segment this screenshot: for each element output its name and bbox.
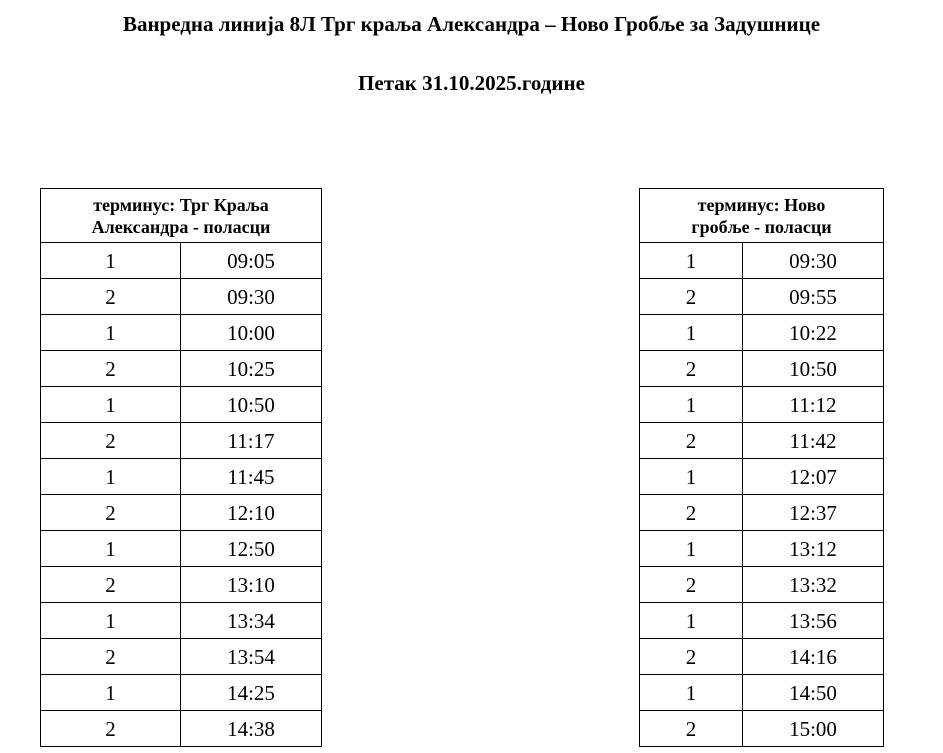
- page-date: Петак 31.10.2025.године: [358, 71, 585, 95]
- vehicle-number-cell: 1: [41, 675, 181, 711]
- departure-time-cell: 14:50: [743, 675, 884, 711]
- departure-time-cell: 13:56: [743, 603, 884, 639]
- vehicle-number-cell: 2: [640, 567, 743, 603]
- page-title: Ванредна линија 8Л Трг краља Александра – Ново Гробље за Задушнице: [122, 12, 821, 36]
- table-row: [41, 711, 322, 747]
- vehicle-number-cell: 2: [640, 639, 743, 675]
- departure-time-cell: 10:00: [181, 315, 322, 351]
- table-row: [41, 279, 322, 315]
- departure-time-cell: 09:05: [181, 243, 322, 279]
- departure-time-cell: 12:10: [181, 495, 322, 531]
- vehicle-number-cell: 1: [41, 531, 181, 567]
- departure-time-cell: 13:32: [743, 567, 884, 603]
- table-header-line: терминус: Ново: [697, 195, 826, 215]
- departure-time-cell: 12:50: [181, 531, 322, 567]
- vehicle-number-cell: 1: [640, 387, 743, 423]
- table-row: [41, 387, 322, 423]
- vehicle-number-cell: 1: [41, 459, 181, 495]
- vehicle-number-cell: 1: [640, 243, 743, 279]
- table-row: [640, 459, 884, 495]
- table-row: [41, 351, 322, 387]
- table-row: [41, 603, 322, 639]
- departure-time-cell: 13:10: [181, 567, 322, 603]
- departure-time-cell: 12:37: [743, 495, 884, 531]
- table-row: [41, 639, 322, 675]
- table-header-line: Александра - поласци: [91, 217, 271, 237]
- departure-time-cell: 14:16: [743, 639, 884, 675]
- table-header: [640, 189, 884, 243]
- departure-time-cell: 13:54: [181, 639, 322, 675]
- table-row: [640, 531, 884, 567]
- vehicle-number-cell: 2: [640, 351, 743, 387]
- departure-time-cell: 09:30: [181, 279, 322, 315]
- table-row: [640, 603, 884, 639]
- departures-table-novo-groblje: [639, 188, 884, 747]
- table-row: [41, 567, 322, 603]
- table-row: [640, 279, 884, 315]
- departure-time-cell: 11:17: [181, 423, 322, 459]
- table-header-line: терминус: Трг Краља: [93, 195, 269, 215]
- table-header-line: гробље - поласци: [691, 217, 832, 237]
- departure-time-cell: 10:50: [743, 351, 884, 387]
- vehicle-number-cell: 1: [640, 531, 743, 567]
- table-row: [640, 423, 884, 459]
- departure-time-cell: 15:00: [743, 711, 884, 747]
- vehicle-number-cell: 1: [640, 315, 743, 351]
- departure-time-cell: 09:30: [743, 243, 884, 279]
- vehicle-number-cell: 1: [640, 675, 743, 711]
- table-row: [640, 675, 884, 711]
- departure-time-cell: 09:55: [743, 279, 884, 315]
- vehicle-number-cell: 1: [41, 315, 181, 351]
- departure-time-cell: 10:22: [743, 315, 884, 351]
- table-row: [640, 387, 884, 423]
- vehicle-number-cell: 1: [640, 459, 743, 495]
- departure-time-cell: 11:42: [743, 423, 884, 459]
- table-row: [41, 243, 322, 279]
- vehicle-number-cell: 2: [640, 423, 743, 459]
- vehicle-number-cell: 2: [41, 351, 181, 387]
- departure-time-cell: 10:50: [181, 387, 322, 423]
- table-row: [640, 315, 884, 351]
- table-row: [41, 315, 322, 351]
- table-row: [640, 711, 884, 747]
- vehicle-number-cell: 1: [640, 603, 743, 639]
- table-row: [41, 459, 322, 495]
- vehicle-number-cell: 1: [41, 603, 181, 639]
- vehicle-number-cell: 2: [41, 639, 181, 675]
- table-row: [640, 351, 884, 387]
- vehicle-number-cell: 2: [41, 567, 181, 603]
- vehicle-number-cell: 2: [41, 711, 181, 747]
- table-row: [640, 495, 884, 531]
- departure-time-cell: 11:12: [743, 387, 884, 423]
- vehicle-number-cell: 2: [41, 279, 181, 315]
- vehicle-number-cell: 2: [41, 495, 181, 531]
- table-header-row: [640, 189, 884, 243]
- vehicle-number-cell: 1: [41, 243, 181, 279]
- table-row: [640, 567, 884, 603]
- table-row: [640, 243, 884, 279]
- vehicle-number-cell: 1: [41, 387, 181, 423]
- departure-time-cell: 10:25: [181, 351, 322, 387]
- departures-table-trg-kralja-aleksandra: [40, 188, 322, 747]
- table-row: [41, 675, 322, 711]
- table-header: [41, 189, 322, 243]
- departure-time-cell: 12:07: [743, 459, 884, 495]
- departure-time-cell: 13:34: [181, 603, 322, 639]
- departure-time-cell: 14:38: [181, 711, 322, 747]
- departure-time-cell: 13:12: [743, 531, 884, 567]
- vehicle-number-cell: 2: [640, 495, 743, 531]
- table-row: [41, 531, 322, 567]
- table-row: [640, 639, 884, 675]
- departure-time-cell: 11:45: [181, 459, 322, 495]
- table-header-row: [41, 189, 322, 243]
- table-row: [41, 495, 322, 531]
- vehicle-number-cell: 2: [640, 711, 743, 747]
- vehicle-number-cell: 2: [41, 423, 181, 459]
- departure-time-cell: 14:25: [181, 675, 322, 711]
- table-row: [41, 423, 322, 459]
- vehicle-number-cell: 2: [640, 279, 743, 315]
